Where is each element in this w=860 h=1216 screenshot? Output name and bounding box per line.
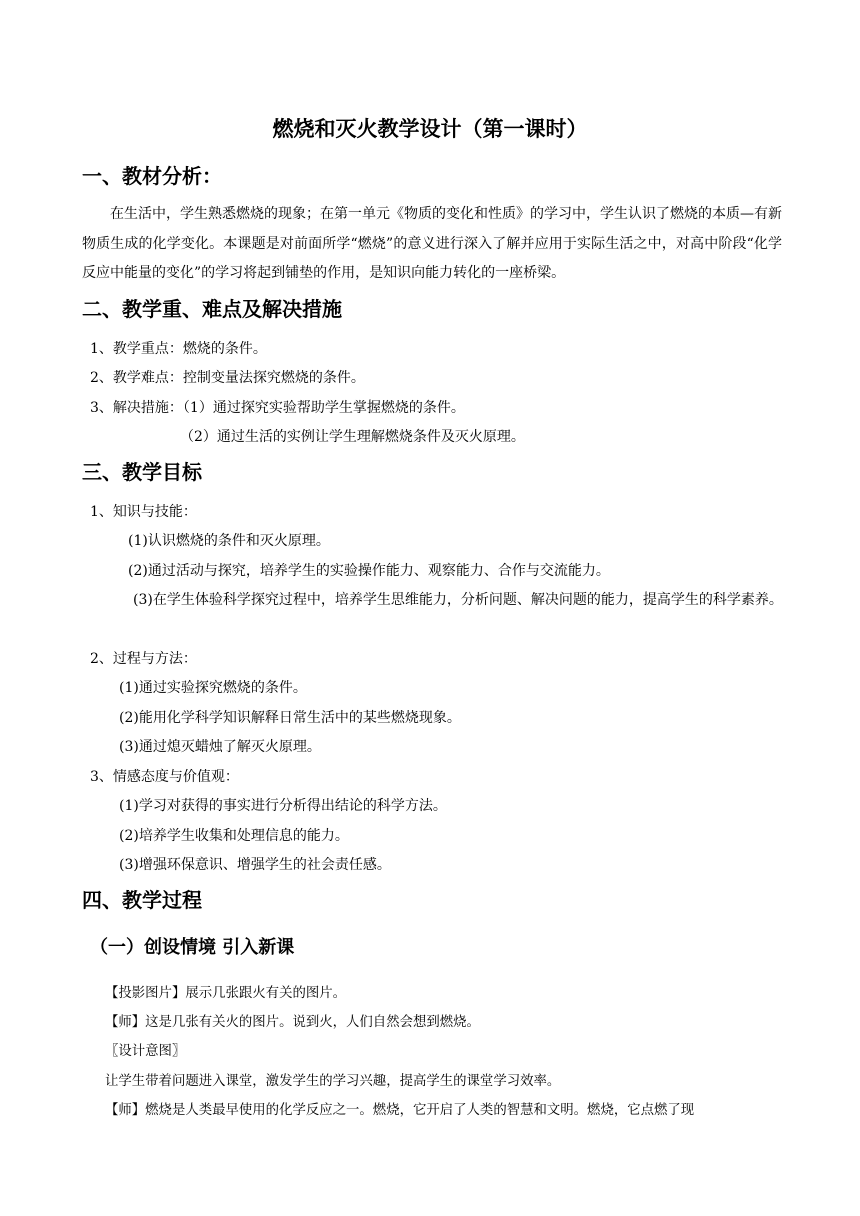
textbook-analysis-paragraph bbox=[82, 200, 782, 289]
goal-item: (2)能用化学科学知识解释日常生活中的某些燃烧现象。 bbox=[119, 710, 461, 726]
document-title: 燃烧和灭火教学设计（第一课时） bbox=[272, 117, 588, 141]
solution-item: 3、解决措施：（1）通过探究实验帮助学生掌握燃烧的条件。 bbox=[90, 400, 465, 416]
goal-knowledge-skills: 1、知识与技能： bbox=[90, 504, 197, 520]
process-line: 【师】燃烧是人类最早使用的化学反应之一。燃烧，它开启了人类的智慧和文明。燃烧，它点燃了现 bbox=[105, 1103, 695, 1118]
section-heading-textbook-analysis: 一、教材分析： bbox=[82, 164, 222, 188]
goal-item: (3)增强环保意识、增强学生的社会责任感。 bbox=[119, 857, 391, 873]
goal-item: (1)通过实验探究燃烧的条件。 bbox=[119, 680, 307, 696]
process-line: 【投影图片】展示几张跟火有关的图片。 bbox=[105, 986, 347, 1001]
goal-item: (1)学习对获得的事实进行分析得出结论的科学方法。 bbox=[119, 798, 447, 814]
solution-item-continued: （2）通过生活的实例让学生理解燃烧条件及灭火原理。 bbox=[180, 429, 525, 445]
difficulty-item: 2、教学难点：控制变量法探究燃烧的条件。 bbox=[90, 370, 365, 386]
goal-item: (3)通过熄灭蜡烛了解灭火原理。 bbox=[119, 739, 321, 755]
section-heading-teaching-process: 四、教学过程 bbox=[82, 888, 202, 912]
goal-item: (2)培养学生收集和处理信息的能力。 bbox=[119, 828, 349, 844]
section-heading-key-points: 二、教学重、难点及解决措施 bbox=[82, 297, 342, 321]
paragraph-text: 在生活中，学生熟悉燃烧的现象；在第一单元《物质的变化和性质》的学习中，学生认识了燃烧的本质—有新物质生成的化学变化。本课题是对前面所学“燃烧”的意义进行深入了解并应用于实际生活之中，对高中阶段“化学反应中能量的变化”的学习将起到铺垫的作用，是知识向能力转化的一座桥梁。 bbox=[82, 206, 782, 281]
section-heading-teaching-goals: 三、教学目标 bbox=[82, 460, 202, 484]
subsection-heading: （一）创设情境 引入新课 bbox=[90, 937, 295, 958]
process-line: 让学生带着问题进入课堂，激发学生的学习兴趣，提高学生的课堂学习效率。 bbox=[105, 1074, 561, 1089]
goal-item: (1)认识燃烧的条件和灭火原理。 bbox=[128, 533, 330, 549]
design-intent-label: 〖设计意图〗 bbox=[105, 1044, 186, 1059]
process-line: 【师】这是几张有关火的图片。说到火，人们自然会想到燃烧。 bbox=[105, 1015, 480, 1030]
goal-process-methods: 2、过程与方法： bbox=[90, 651, 197, 667]
goal-item: (2)通过活动与探究，培养学生的实验操作能力、观察能力、合作与交流能力。 bbox=[128, 563, 610, 579]
goal-attitudes-values: 3、情感态度与价值观： bbox=[90, 769, 239, 785]
key-point-item: 1、教学重点：燃烧的条件。 bbox=[90, 341, 267, 357]
goal-item: (3)在学生体验科学探究过程中，培养学生思维能力，分析问题、解决问题的能力，提高学生的科学素养。 bbox=[133, 592, 783, 608]
